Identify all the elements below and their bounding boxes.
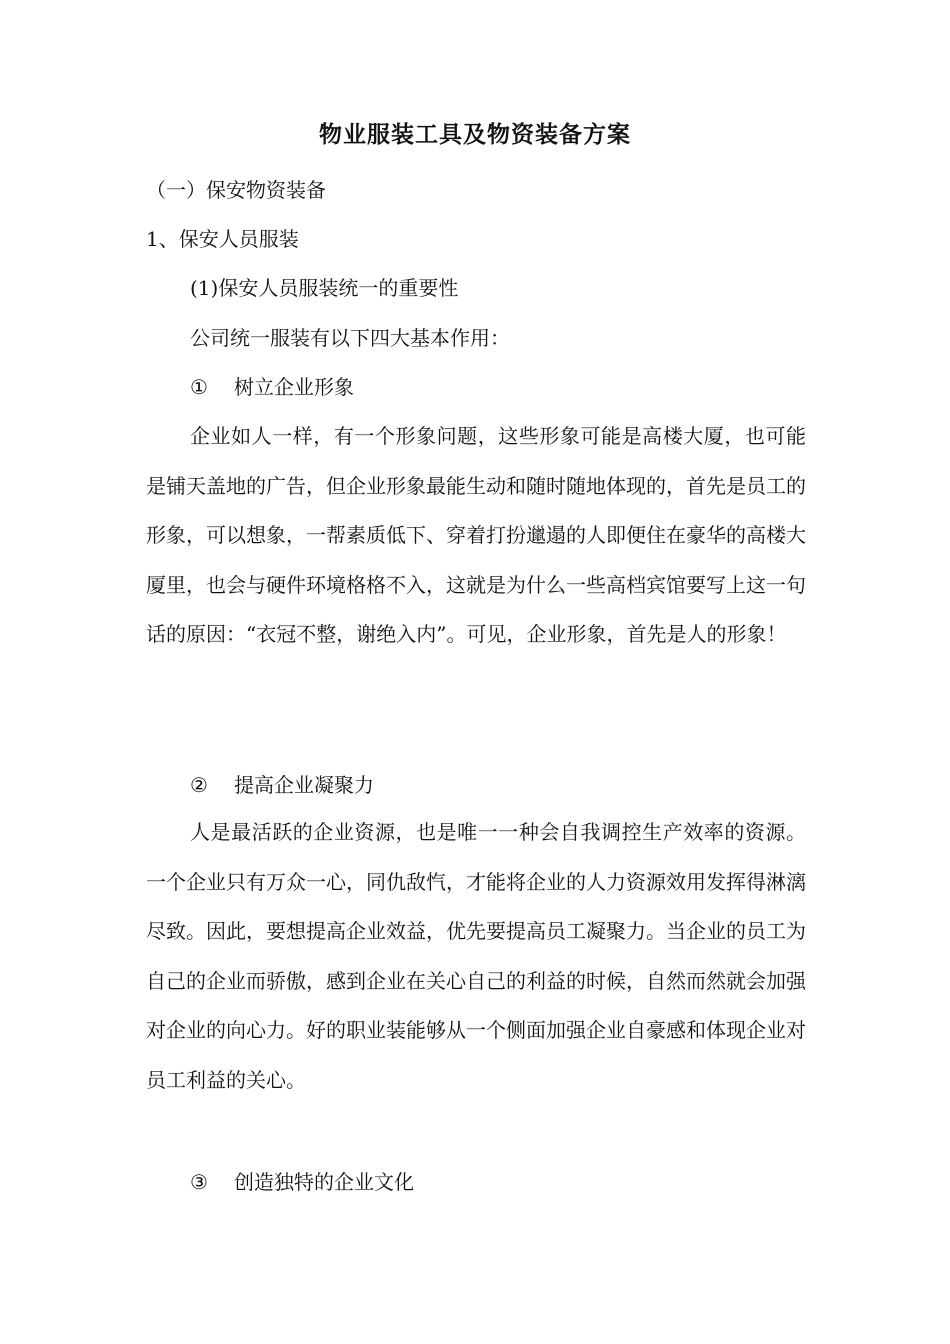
- point-heading-text-2: 提高企业凝聚力: [234, 773, 374, 797]
- point-heading-text-1: 树立企业形象: [234, 375, 354, 399]
- document-title: 物业服装工具及物资装备方案: [319, 122, 631, 148]
- point-heading-2: [190, 769, 374, 798]
- section-heading: （一）保安物资装备: [146, 178, 326, 202]
- sub-subsection-heading: (1)保安人员服装统一的重要性: [190, 276, 459, 300]
- point-paragraph-2: 人是最活跃的企业资源，也是唯一一种会自我调控生产效率的资源。一个企业只有万众一心，同仇敌忾，才能将企业的人力资源效用发挥得淋漓尽致。因此，要想提高企业效益，优先要提高员工凝聚力。当企业的员工为自己的企业而骄傲，感到企业在关心自己的利益的时候，自然而然就会加强对企业的向心力。好的职业装能够从一个侧面加强企业自豪感和体现企业对员工利益的关心。: [146, 820, 806, 1092]
- point-heading-text-3: 创造独特的企业文化: [234, 1170, 414, 1194]
- point-marker-3: ③: [190, 1170, 208, 1194]
- point-marker-1: ①: [190, 375, 208, 399]
- intro-line: 公司统一服装有以下四大基本作用：: [190, 326, 510, 350]
- point-heading-1: [190, 371, 354, 400]
- subsection-heading: 1、保安人员服装: [146, 227, 299, 251]
- point-heading-3: [190, 1166, 414, 1195]
- point-paragraph-1: 企业如人一样，有一个形象问题，这些形象可能是高楼大厦，也可能是铺天盖地的广告，但企业形象最能生动和随时随地体现的，首先是员工的形象，可以想象，一帮素质低下、穿着打扮邋遢的人即便住在豪华的高楼大厦里，也会与硬件环境格格不入，这就是为什么一些高档宾馆要写上这一句话的原因：“衣冠不整，谢绝入内”。可见，企业形象，首先是人的形象！: [146, 424, 806, 647]
- point-marker-2: ②: [190, 773, 208, 797]
